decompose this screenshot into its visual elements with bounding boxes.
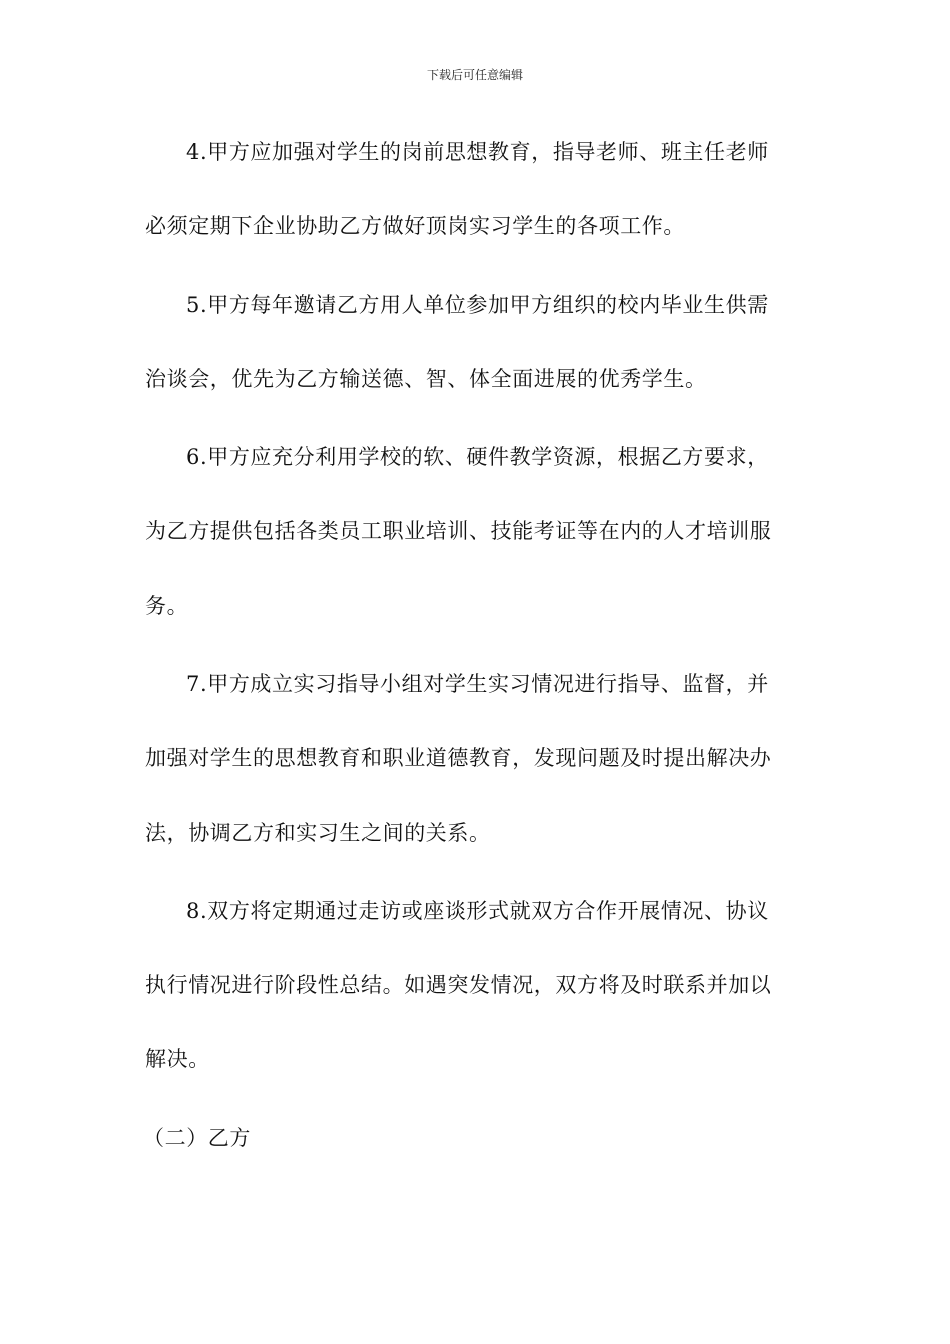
paragraph-5-line-2: 治谈会，优先为乙方输送德、智、体全面进展的优秀学生。: [145, 367, 707, 391]
paragraph-7-line-3: 法，协调乙方和实习生之间的关系。: [145, 821, 491, 845]
page-header: 下载后可任意编辑: [426, 68, 523, 82]
paragraph-8-line-3: 解决。: [145, 1047, 210, 1071]
paragraph-5-line-1: 5.甲方每年邀请乙方用人单位参加甲方组织的校内毕业生供需: [186, 293, 769, 317]
paragraph-8-line-1: 8.双方将定期通过走访或座谈形式就双方合作开展情况、协议: [186, 899, 769, 923]
paragraph-6-line-3: 务。: [145, 594, 189, 618]
paragraph-7-line-2: 加强对学生的思想教育和职业道德教育，发现问题及时提出解决办: [145, 746, 772, 770]
paragraph-4-line-1: 4.甲方应加强对学生的岗前思想教育，指导老师、班主任老师: [186, 140, 769, 164]
paragraph-4-line-2: 必须定期下企业协助乙方做好顶岗实习学生的各项工作。: [145, 214, 685, 238]
paragraph-7-line-1: 7.甲方成立实习指导小组对学生实习情况进行指导、监督，并: [186, 672, 769, 696]
paragraph-6-line-1: 6.甲方应充分利用学校的软、硬件教学资源，根据乙方要求，: [186, 445, 769, 469]
section-heading-party-b: （二）乙方: [143, 1126, 251, 1150]
paragraph-8-line-2: 执行情况进行阶段性总结。如遇突发情况，双方将及时联系并加以: [145, 973, 772, 997]
paragraph-6-line-2: 为乙方提供包括各类员工职业培训、技能考证等在内的人才培训服: [145, 519, 772, 543]
